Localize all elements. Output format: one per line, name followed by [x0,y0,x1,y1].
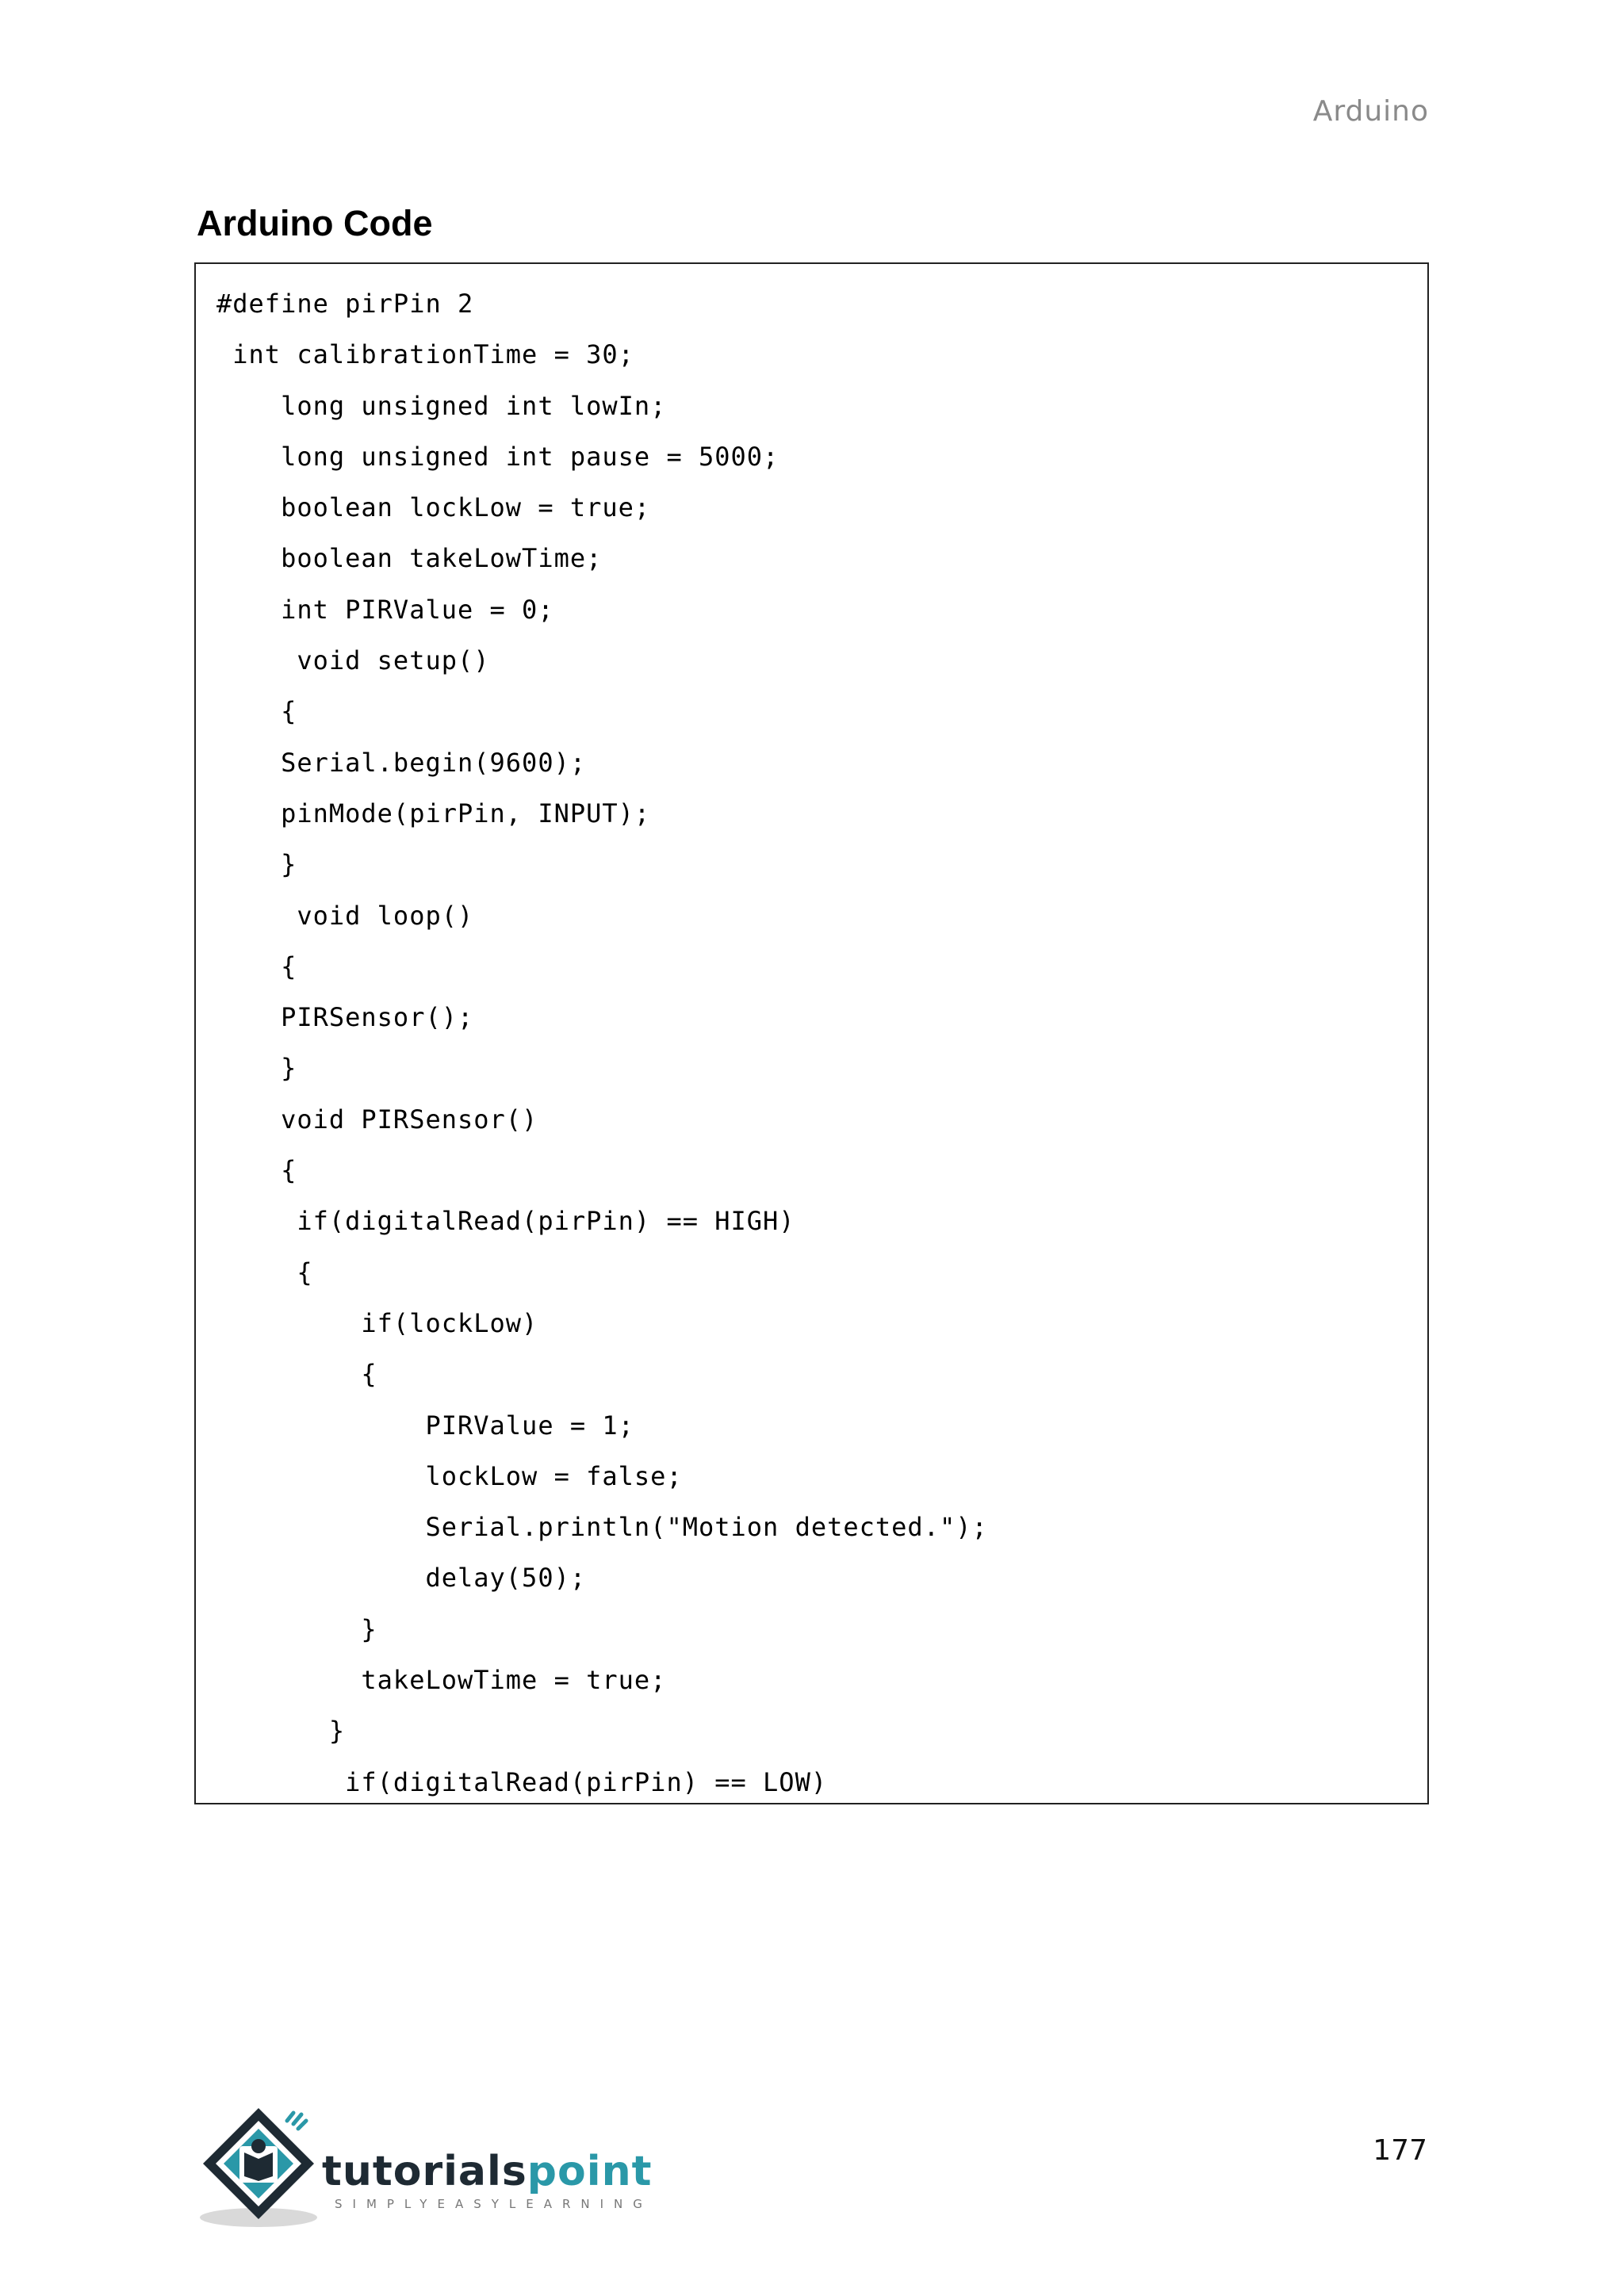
code-line: if(digitalRead(pirPin) == LOW) [216,1766,828,1797]
code-line: if(digitalRead(pirPin) == HIGH) [216,1206,795,1237]
code-line: { [216,951,297,982]
code-line: int calibrationTime = 30; [216,339,634,370]
code-line: void setup() [216,645,490,676]
logo-wordmark [322,2148,652,2195]
code-line: { [216,1155,297,1186]
code-line: { [216,696,297,727]
code-line: long unsigned int lowIn; [216,390,667,421]
code-line: PIRSensor(); [216,1002,474,1033]
code-line: { [216,1257,313,1288]
code-line: long unsigned int pause = 5000; [216,441,779,472]
code-line: PIRValue = 1; [216,1410,634,1441]
section-title: Arduino Code [197,203,433,243]
logo-diamond-icon [195,2105,330,2232]
code-line: int PIRValue = 0; [216,594,554,625]
running-header: Arduino [1312,95,1429,128]
logo-tagline: SIMPLYEASYLEARNING [335,2197,653,2211]
code-block [194,262,1429,1804]
code-line: } [216,1716,346,1747]
code-line: boolean takeLowTime; [216,543,603,574]
code-line: Serial.begin(9600); [216,747,587,778]
code-line: delay(50); [216,1563,587,1594]
tutorialspoint-logo [195,2105,653,2232]
code-line: takeLowTime = true; [216,1665,667,1696]
code-line: Serial.println("Motion detected."); [216,1512,988,1543]
code-line: lockLow = false; [216,1460,683,1491]
logo-word-part1: tutorials [322,2148,527,2195]
code-lines [196,278,1427,1808]
code-line: void loop() [216,900,474,931]
code-line: } [216,1613,377,1644]
page-number: 177 [1373,2134,1427,2167]
code-line: #define pirPin 2 [216,289,474,319]
code-line: boolean lockLow = true; [216,492,651,523]
code-line: void PIRSensor() [216,1104,538,1135]
code-line: pinMode(pirPin, INPUT); [216,798,651,828]
code-line: } [216,1053,297,1084]
code-line: { [216,1359,377,1390]
code-line: if(lockLow) [216,1307,538,1338]
logo-word-part2: point [527,2148,653,2195]
code-line: } [216,849,297,880]
